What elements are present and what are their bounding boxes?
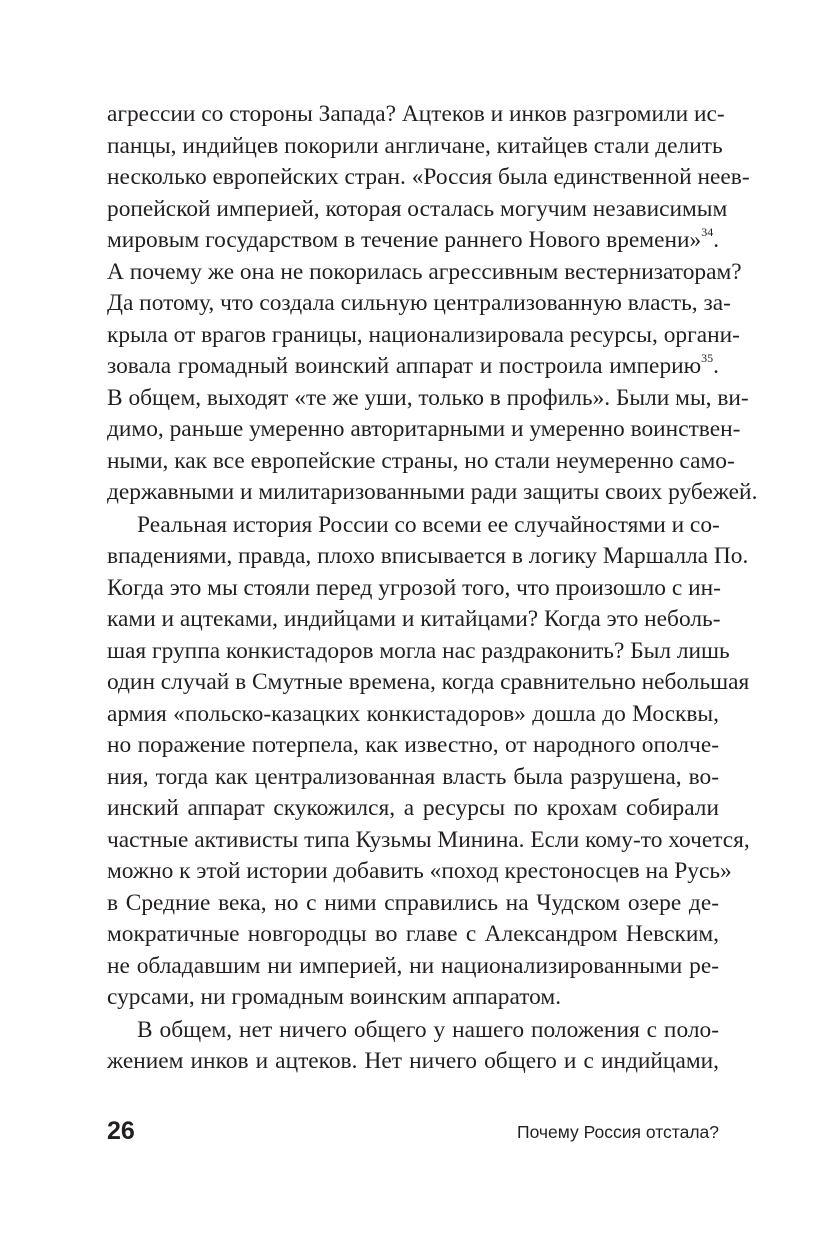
footnote-ref-35: 35 — [701, 351, 714, 366]
text-line: ными, как все европейские страны, но стали неумеренно само- — [107, 447, 735, 474]
text-line: агрессии со стороны Запада? Ацтеков и инков разгромили ис- — [107, 101, 725, 127]
text-line-content: зовала громадный воинский аппарат и построила империю — [107, 353, 702, 379]
text-line: шая группа конкистадоров могла нас раздраконить? Был лишь — [107, 637, 730, 664]
text-line: впадениями, правда, плохо вписывается в логику Маршалла По. — [107, 543, 749, 569]
text-line: ния, тогда как централизованная власть была разрушена, во- — [107, 763, 719, 790]
text-line: можно к этой истории добавить «поход крестоносцев на Русь» — [107, 858, 732, 884]
text-line: А почему же она не покорилась агрессивным вестернизаторам? — [107, 258, 742, 285]
text-line: частные активисты типа Кузьмы Минина. Если кому-то хочется, — [107, 826, 750, 853]
text-line: панцы, индийцев покорили англичане, китайцев стали делить — [107, 132, 723, 159]
text-line: В общем, выходят «те же уши, только в профиль». Были мы, ви- — [107, 384, 749, 411]
paragraph-first-line: В общем, нет ничего общего у нашего положения с поло- — [137, 1016, 719, 1043]
running-title: Почему Россия отстала? — [516, 1122, 719, 1142]
text-line: ропейской империей, которая осталась могучим независимым — [107, 195, 728, 222]
paragraph-first-line: Реальная история России со всеми ее случайностями и со- — [137, 511, 720, 538]
text-line: мократичные новгородцы во главе с Александром Невским, — [107, 921, 719, 947]
text-line: один случай в Смутные времена, когда сравнительно небольшая — [107, 669, 750, 695]
text-line: державными и милитаризованными ради защиты своих рубежей. — [107, 479, 758, 505]
text-line: но поражение потерпела, как известно, от народного ополче- — [107, 732, 719, 758]
text-line: крыла от врагов границы, национализировала ресурсы, органи- — [107, 321, 740, 348]
text-line: зовала громадный воинский аппарат и построила империю$^{35}$. — [107, 351, 719, 379]
text-line: инский аппарат скукожился, а ресурсы по крохам собирали — [107, 795, 719, 821]
page-footer — [107, 1115, 719, 1147]
text-line: не обладавшим ни империей, ни национализированными ре- — [107, 952, 719, 979]
text-line: Да потому, что создала сильную централизованную власть, за- — [107, 290, 731, 316]
page-number: 26 — [107, 1117, 135, 1145]
text-line: димо, раньше умеренно авторитарными и умеренно воинствен- — [107, 416, 741, 442]
body-text — [107, 99, 758, 1078]
text-line: ками и ацтеками, индийцами и китайцами? Когда это неболь- — [107, 606, 721, 632]
paragraph-last-line: сурсами, ни громадным воинским аппаратом. — [107, 984, 562, 1010]
text-line: в Средние века, но с ними справились на Чудском озере де- — [107, 889, 719, 916]
text-line: мировым государством в течение раннего Нового времени»$^{34}$. — [107, 225, 720, 253]
text-line: несколько европейских стран. «Россия была единственной неев- — [107, 164, 750, 190]
text-line: жением инков и ацтеков. Нет ничего общего и с индийцами, — [107, 1048, 719, 1074]
text-line-content: мировым государством в течение раннего Нового времени» — [107, 227, 702, 253]
text-line: армия «польско-казацких конкистадоров» дошла до Москвы, — [107, 700, 719, 727]
text-line: Когда это мы стояли перед угрозой того, что произошло с ин- — [107, 574, 721, 601]
footnote-ref-34: 34 — [701, 225, 714, 240]
